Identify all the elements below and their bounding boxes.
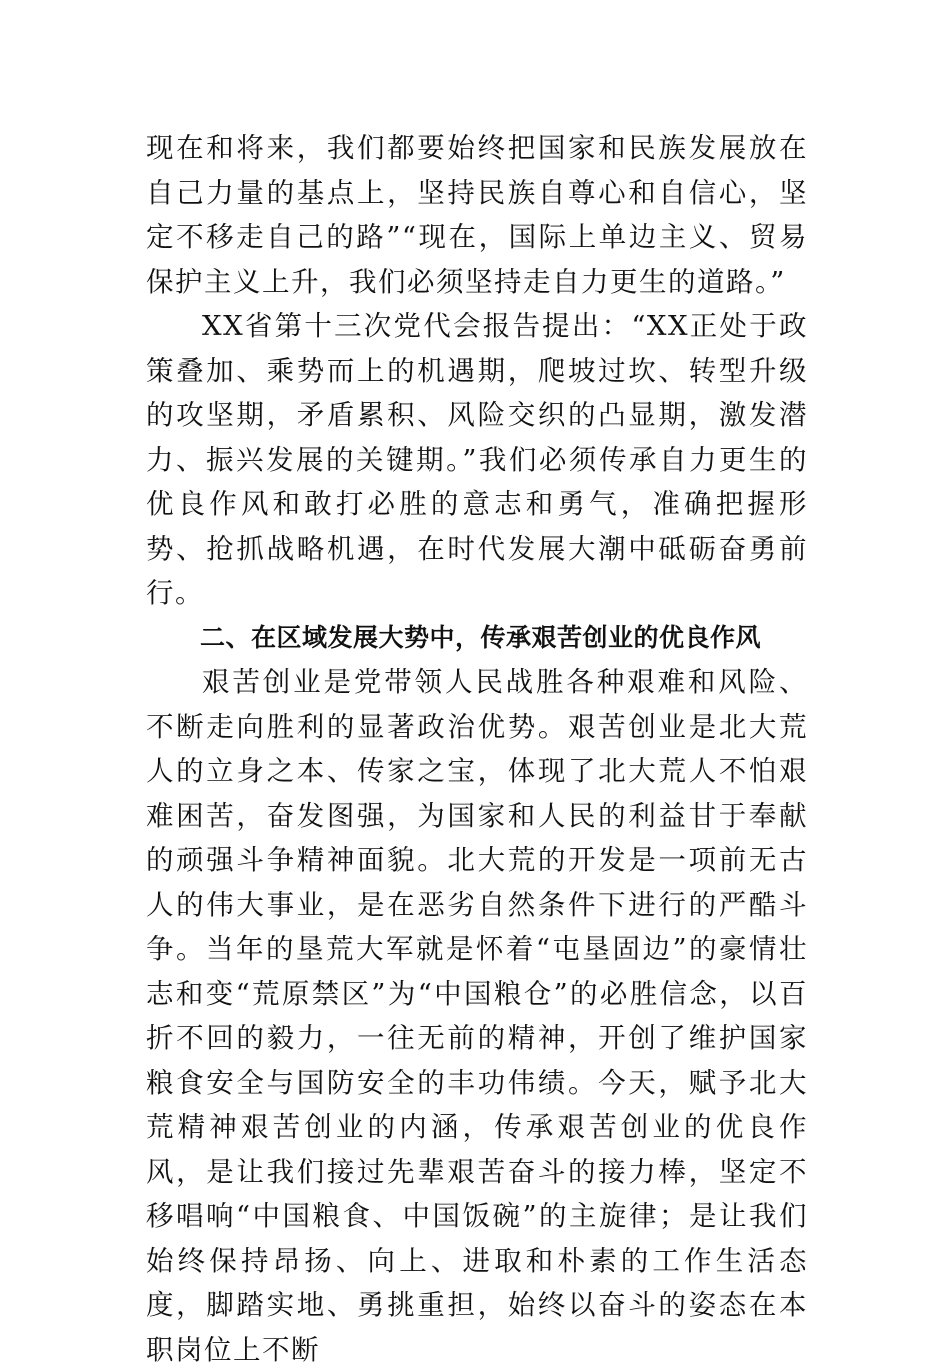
paragraph-continuation: 现在和将来，我们都要始终把国家和民族发展放在自己力量的基点上，坚持民族自尊心和自信心，坚定不移走自己的路”“现在，国际上单边主义、贸易保护主义上升，我们必须坚持走自力更生的道路。”	[146, 132, 808, 298]
paragraph-party-congress-report: XX省第十三次党代会报告提出：“XX正处于政策叠加、乘势而上的机遇期，爬坡过坎、转型升级的攻坚期，矛盾累积、风险交织的凸显期，激发潜力、振兴发展的关键期。”我们必须传承自力更生的优良作风和敢打必胜的意志和勇气，准确把握形势、抢抓战略机遇，在时代发展大潮中砥砺奋勇前行。	[146, 310, 808, 609]
section-heading: 二、在区域发展大势中，传承艰苦创业的优良作风	[200, 622, 762, 652]
paragraph-hard-work: 艰苦创业是党带领人民战胜各种艰难和风险、不断走向胜利的显著政治优势。艰苦创业是北大荒人的立身之本、传家之宝，体现了北大荒人不怕艰难困苦，奋发图强，为国家和人民的利益甘于奉献的顽强斗争精神面貌。北大荒的开发是一项前无古人的伟大事业，是在恶劣自然条件下进行的严酷斗争。当年的垦荒大军就是怀着“屯垦固边”的豪情壮志和变“荒原禁区”为“中国粮仓”的必胜信念，以百折不回的毅力，一往无前的精神，开创了维护国家粮食安全与国防安全的丰功伟绩。今天，赋予北大荒精神艰苦创业的内涵，传承艰苦创业的优良作风，是让我们接过先辈艰苦奋斗的接力棒，坚定不移唱响“中国粮食、中国饭碗”的主旋律；是让我们始终保持昂扬、向上、进取和朴素的工作生活态度，脚踏实地、勇挑重担，始终以奋斗的姿态在本职岗位上不断	[146, 666, 808, 1366]
